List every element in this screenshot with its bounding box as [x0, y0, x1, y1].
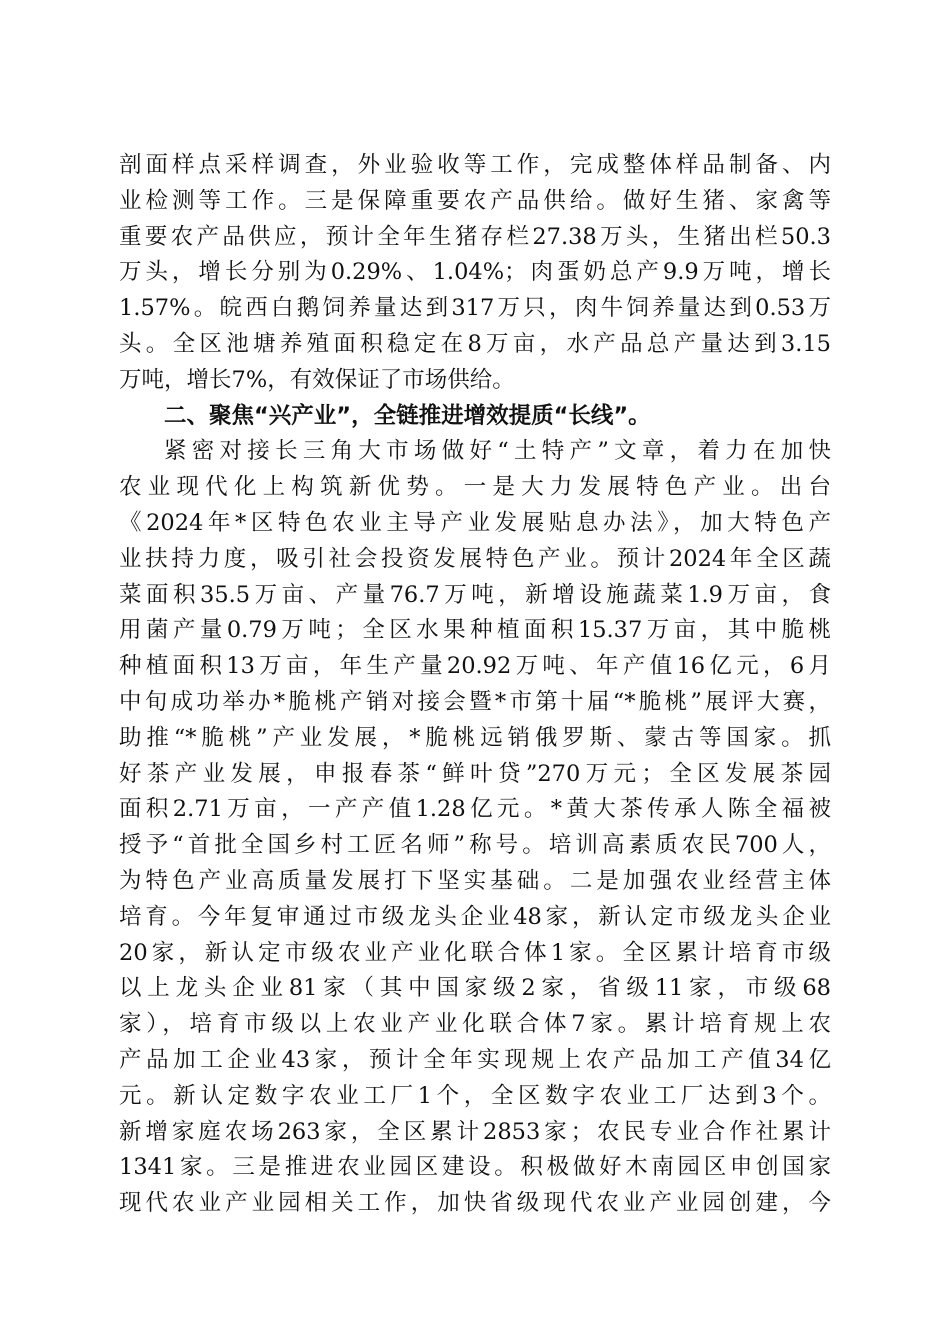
- text-line: 好茶产业发展，申报春茶“鲜叶贷”270万元；全区发展茶园: [119, 760, 831, 787]
- paragraph-industry: [119, 434, 831, 1222]
- text-line: 1.57%。皖西白鹅饲养量达到317万只，肉牛饲养量达到0.53万: [119, 295, 831, 322]
- text-line: 现代农业产业园相关工作，加快省级现代农业产业园创建，今: [119, 1190, 831, 1217]
- text-line: 元。新认定数字农业工厂1个，全区数字农业工厂达到3个。: [119, 1082, 831, 1109]
- text-line: 中旬成功举办*脆桃产销对接会暨*市第十届“*脆桃”展评大赛，: [119, 688, 831, 715]
- text-line: 培育。今年复审通过市级龙头企业48家，新认定市级龙头企业: [119, 903, 831, 930]
- text-line: 20家，新认定市级农业产业化联合体1家。全区累计培育市级: [119, 939, 831, 966]
- paragraph-food-supply: [119, 148, 831, 399]
- text-line: 种植面积13万亩，年生产量20.92万吨、年产值16亿元，6月: [119, 653, 831, 680]
- text-line: 新增家庭农场263家，全区累计2853家；农民专业合作社累计: [119, 1118, 831, 1145]
- text-line: 为特色产业高质量发展打下坚实基础。二是加强农业经营主体: [119, 867, 831, 894]
- text-line: 剖面样点采样调查，外业验收等工作，完成整体样品制备、内: [119, 152, 831, 178]
- text-line: 万吨，增长7%，有效保证了市场供给。: [119, 366, 515, 393]
- text-line: 《2024年*区特色农业主导产业发展贴息办法》，加大特色产: [119, 509, 831, 536]
- text-line: 产品加工企业43家，预计全年实现规上农产品加工产值34亿: [119, 1046, 831, 1073]
- document-body: [119, 148, 831, 1222]
- text-line: 助推“*脆桃”产业发展，*脆桃远销俄罗斯、蒙古等国家。抓: [119, 724, 831, 751]
- text-line: 1341家。三是推进农业园区建设。积极做好木南园区申创国家: [119, 1154, 831, 1181]
- text-line: 菜面积35.5万亩、产量76.7万吨，新增设施蔬菜1.9万亩，食: [119, 581, 831, 608]
- section-heading: 二、聚焦“兴产业”，全链推进增效提质“长线”。: [164, 402, 651, 429]
- text-line: 农业现代化上构筑新优势。一是大力发展特色产业。出台: [119, 474, 831, 501]
- text-line: 业检测等工作。三是保障重要农产品供给。做好生猪、家禽等: [119, 187, 831, 214]
- text-line: 家），培育市级以上农业产业化联合体7家。累计培育规上农: [119, 1011, 831, 1038]
- text-line: 以上龙头企业81家（其中国家级2家，省级11家，市级68: [119, 975, 831, 1002]
- text-line: 授予“首批全国乡村工匠名师”称号。培训高素质农民700人，: [119, 832, 831, 859]
- text-line: 头。全区池塘养殖面积稳定在8万亩，水产品总产量达到3.15: [119, 330, 831, 357]
- text-line: 用菌产量0.79万吨；全区水果种植面积15.37万亩，其中脆桃: [119, 617, 831, 644]
- text-line: 业扶持力度，吸引社会投资发展特色产业。预计2024年全区蔬: [119, 545, 831, 572]
- text-line: 重要农产品供应，预计全年生猪存栏27.38万头，生猪出栏50.3: [119, 223, 831, 250]
- text-line: 面积2.71万亩，一产产值1.28亿元。*黄大茶传承人陈全福被: [119, 796, 831, 823]
- text-line: 万头，增长分别为0.29%、1.04%；肉蛋奶总产9.9万吨，增长: [119, 259, 831, 286]
- text-line: 紧密对接长三角大市场做好“土特产”文章，着力在加快: [164, 438, 831, 465]
